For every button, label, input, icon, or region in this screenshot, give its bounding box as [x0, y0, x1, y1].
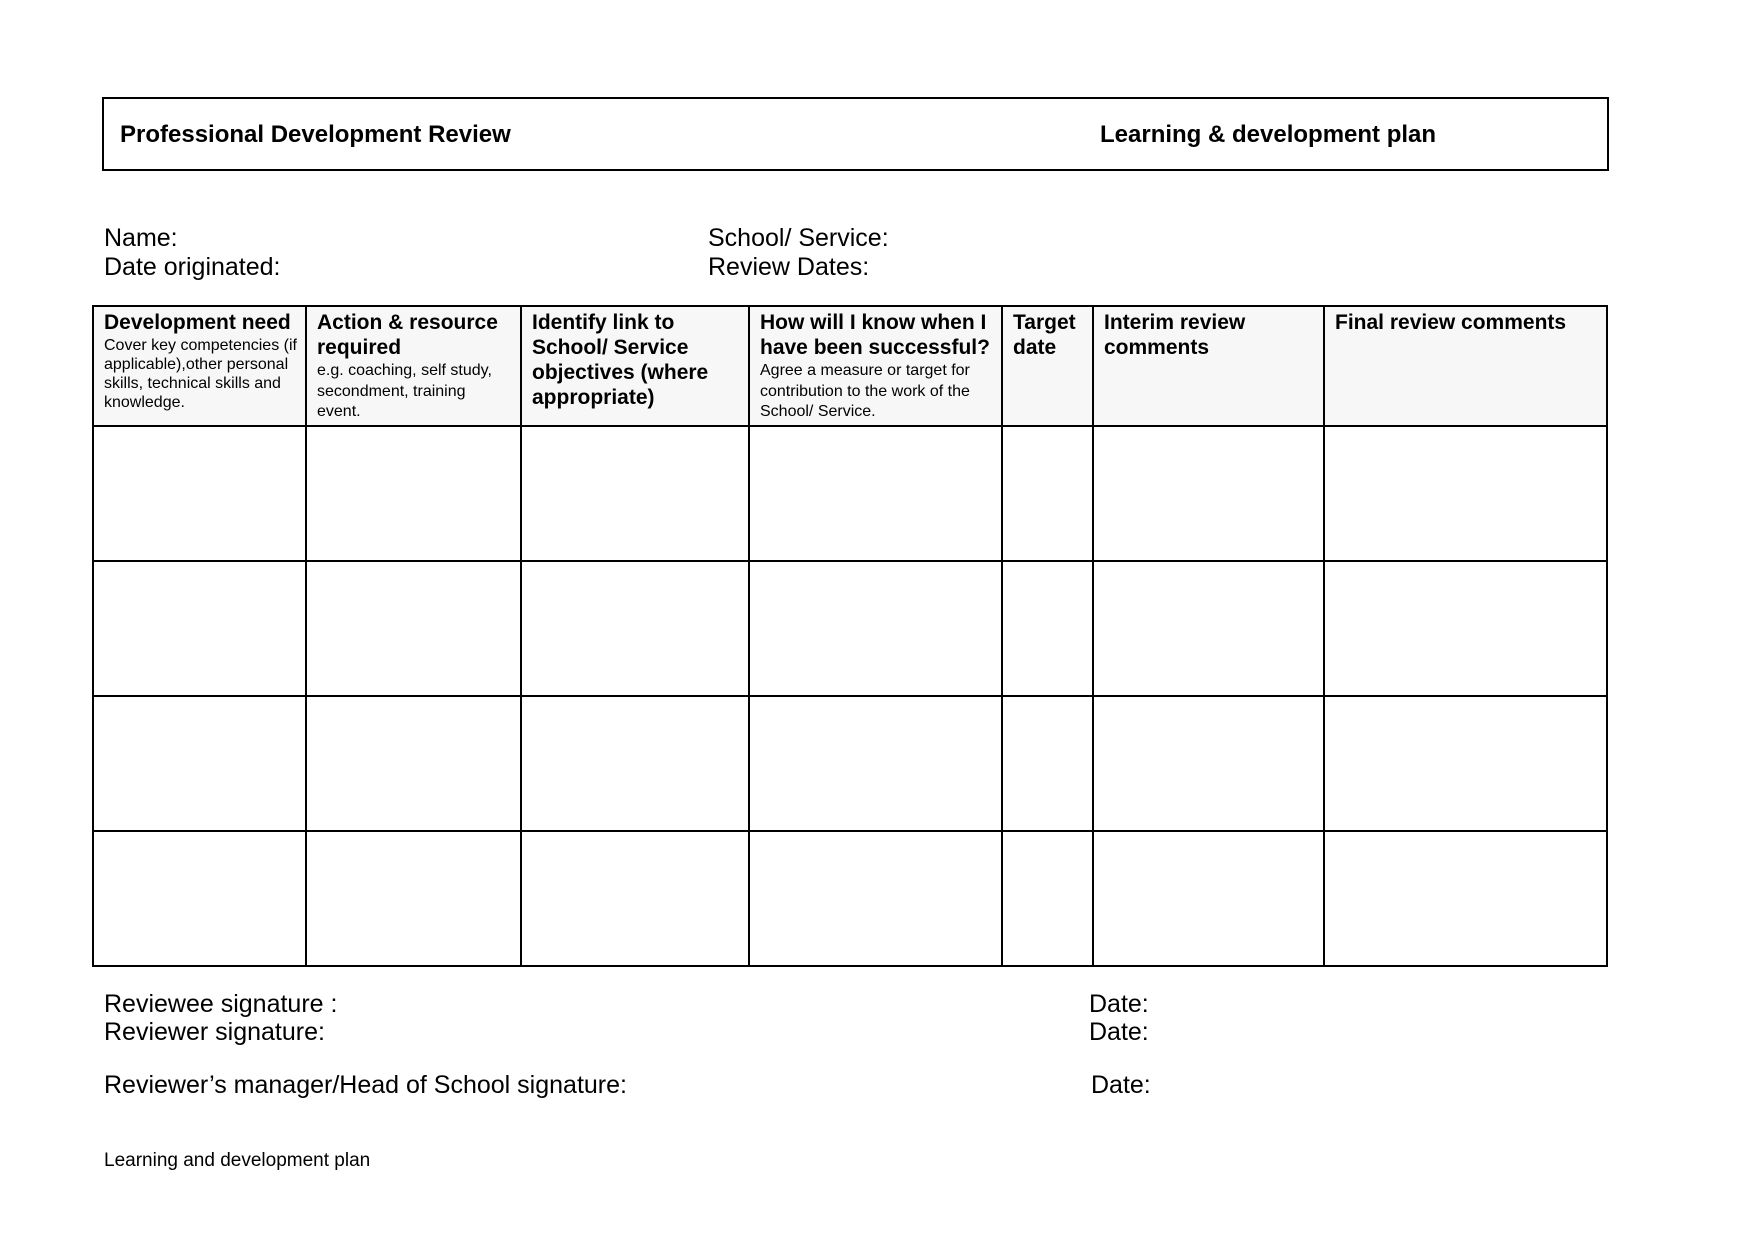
column-subtitle: e.g. coaching, self study, secondment, training event.	[317, 362, 492, 420]
development-plan-table	[92, 305, 1608, 967]
table-cell-success-measure[interactable]	[749, 561, 1002, 696]
table-cell-success-measure[interactable]	[749, 831, 1002, 966]
table-cell-action-resource[interactable]	[306, 696, 521, 831]
table-cell-target-date[interactable]	[1002, 426, 1093, 561]
table-cell-development-need[interactable]	[93, 696, 306, 831]
table-cell-objectives-link[interactable]	[521, 561, 749, 696]
table-cell-development-need[interactable]	[93, 426, 306, 561]
table-cell-success-measure[interactable]	[749, 696, 1002, 831]
reviewee-signature-label: Reviewee signature :	[104, 990, 338, 1018]
footer-note: Learning and development plan	[104, 1150, 371, 1171]
manager-signature-label: Reviewer’s manager/Head of School signature:	[104, 1071, 627, 1099]
table-cell-interim-review[interactable]	[1093, 831, 1324, 966]
table-cell-interim-review[interactable]	[1093, 696, 1324, 831]
header-box	[102, 97, 1609, 171]
date-originated-label: Date originated:	[104, 253, 281, 281]
column-title: Identify link to School/ Service objectives (where appropriate)	[532, 311, 709, 409]
column-title: Interim review comments	[1104, 311, 1246, 359]
column-header-success-measure	[749, 306, 1002, 426]
column-title: Action & resource required	[317, 311, 498, 359]
table-row	[93, 426, 1607, 561]
column-subtitle: Cover key competencies (if applicable),other personal skills, technical skills and knowledge.	[104, 337, 297, 411]
table-cell-development-need[interactable]	[93, 561, 306, 696]
table-row	[93, 561, 1607, 696]
table-cell-final-review[interactable]	[1324, 696, 1607, 831]
column-header-development-need	[93, 306, 306, 426]
column-title: Target date	[1013, 311, 1076, 359]
table-cell-action-resource[interactable]	[306, 831, 521, 966]
table-row	[93, 831, 1607, 966]
table-cell-interim-review[interactable]	[1093, 426, 1324, 561]
table-cell-interim-review[interactable]	[1093, 561, 1324, 696]
table-cell-success-measure[interactable]	[749, 426, 1002, 561]
manager-date-label: Date:	[1091, 1071, 1151, 1099]
table-cell-objectives-link[interactable]	[521, 696, 749, 831]
column-header-objectives-link	[521, 306, 749, 426]
name-label: Name:	[104, 224, 178, 252]
table-cell-objectives-link[interactable]	[521, 426, 749, 561]
table-cell-target-date[interactable]	[1002, 561, 1093, 696]
table-cell-final-review[interactable]	[1324, 561, 1607, 696]
table-cell-final-review[interactable]	[1324, 426, 1607, 561]
table-cell-objectives-link[interactable]	[521, 831, 749, 966]
document-title: Professional Development Review	[120, 121, 511, 148]
column-header-action-resource	[306, 306, 521, 426]
document-subtitle: Learning & development plan	[1100, 121, 1437, 148]
table-header-row	[93, 306, 1607, 426]
column-header-final-review	[1324, 306, 1607, 426]
column-subtitle: Agree a measure or target for contribution to the work of the School/ Service.	[760, 362, 970, 420]
school-service-label: School/ Service:	[708, 224, 889, 252]
table-cell-action-resource[interactable]	[306, 561, 521, 696]
column-title: Development need	[104, 311, 291, 334]
reviewee-date-label: Date:	[1089, 990, 1149, 1018]
reviewer-signature-label: Reviewer signature:	[104, 1018, 325, 1046]
table-cell-target-date[interactable]	[1002, 696, 1093, 831]
column-header-interim-review	[1093, 306, 1324, 426]
column-title: Final review comments	[1335, 311, 1567, 334]
column-header-target-date	[1002, 306, 1093, 426]
column-title: How will I know when I have been successful?	[760, 311, 990, 359]
table-row	[93, 696, 1607, 831]
review-dates-label: Review Dates:	[708, 253, 870, 281]
table-cell-development-need[interactable]	[93, 831, 306, 966]
table-cell-final-review[interactable]	[1324, 831, 1607, 966]
table-cell-target-date[interactable]	[1002, 831, 1093, 966]
table-cell-action-resource[interactable]	[306, 426, 521, 561]
reviewer-date-label: Date:	[1089, 1018, 1149, 1046]
